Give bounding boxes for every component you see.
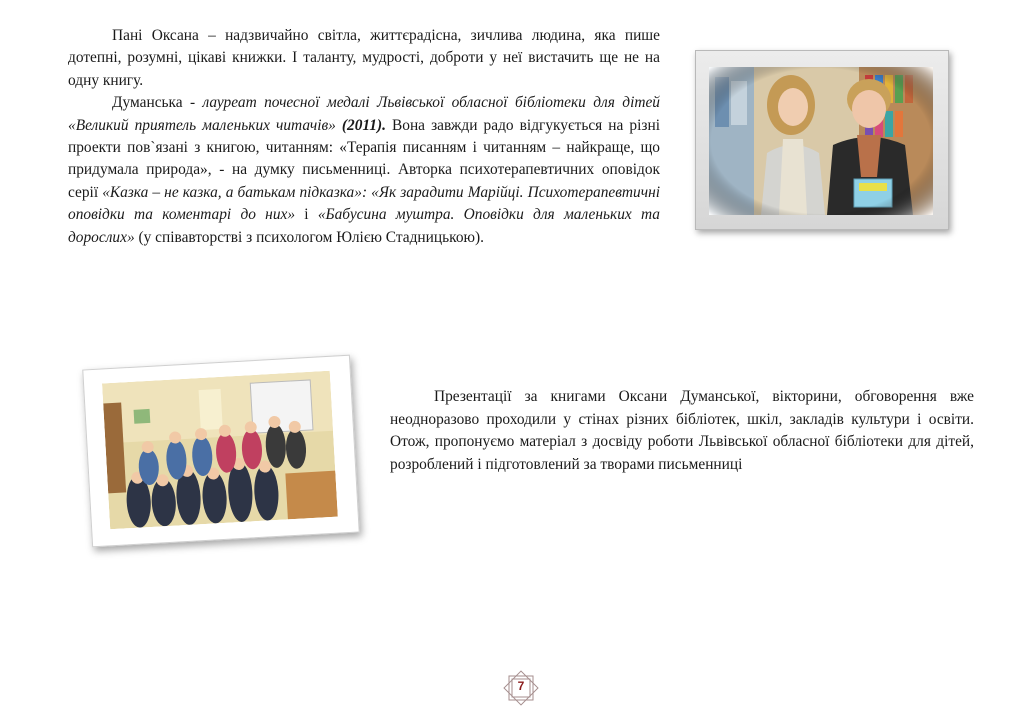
book-series-title: «Казка – не казка, а батькам підказка»: «Як зарадити Марійці. Психотерапевтичні оповідки та коментарі до них» xyxy=(68,183,660,224)
presentation-photo-frame xyxy=(82,355,360,548)
top-text-block xyxy=(68,25,660,249)
author-photo xyxy=(709,67,933,215)
paragraph-2-body: Вона завжди радо відгукується на різні проекти пов`язані з книгою, читанням: «Терапія писанням і читанням – найкраще, що придумала природа», - на думку письменниці. Авторка психотерапевтичних оповідок серії xyxy=(68,116,660,201)
paragraph-2 xyxy=(68,92,660,249)
bottom-text-block xyxy=(390,386,974,476)
presentation-photo xyxy=(102,371,338,529)
conjunction: і xyxy=(295,206,318,224)
paragraph-1 xyxy=(68,25,660,92)
paragraph-3: Презентації за книгами Оксани Думанської, вікторини, обговорення вже неодноразово проходили у стінах різних бібліотек, шкіл, закладів культури і освіти. Отож, пропонуємо матеріал з досвіду роботи Львівської обласної бібліотеки для дітей, розроблений і підготовлений за творами письменниці xyxy=(390,388,974,473)
coauthor-note: (у співавторстві з психологом Юлією Стадницькою). xyxy=(134,228,485,246)
page-number: 7 xyxy=(517,679,525,693)
paragraph-1-text: Пані Оксана – надзвичайно світла, життєрадісна, зичлива людина, яка пише дотепні, розумні, цікаві книжки. І таланту, мудрості, доброти у неї вистачить ще не на одну книгу. xyxy=(68,27,660,89)
author-name: Думанська - xyxy=(112,94,203,112)
author-photo-frame xyxy=(695,50,949,230)
book-title-2: «Бабусина муштра. Оповідки для маленьких та дорослих» xyxy=(68,206,660,246)
page-number-badge xyxy=(503,670,539,706)
award-year: (2011). xyxy=(341,116,386,134)
award-title: лауреат почесної медалі Львівської обласної бібліотеки для дітей «Великий приятель маленьких читачів» xyxy=(68,94,660,134)
